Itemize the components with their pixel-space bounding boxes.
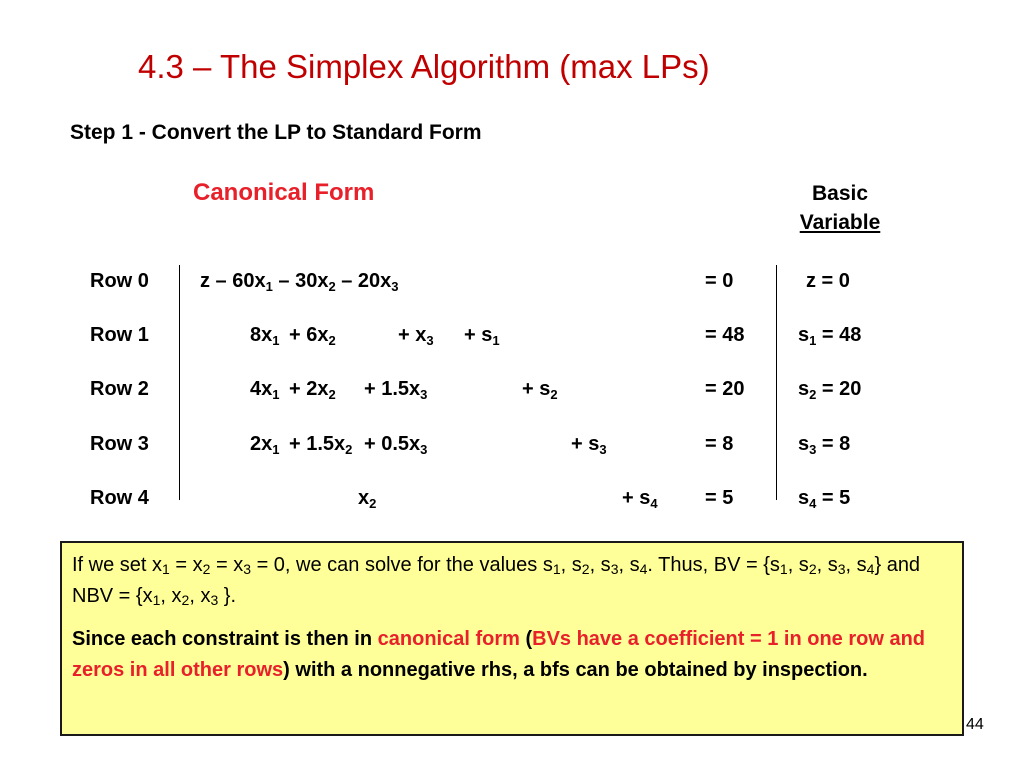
row-label: Row 0 [90,270,149,292]
basic-value: $s_4 = 5$ [798,487,851,511]
note-box [60,541,964,736]
basic-variable-header [786,179,894,237]
rhs-value: = 48 [705,324,745,346]
note-paragraph-2: Since each constraint is then in canonical form (BVs have a coefficient = 1 in one row and zeros in all other rows) with a nonnegative rhs, a bfs can be obtained by inspection. [72,628,926,681]
row4-term-s4: + $s_4$ [622,487,658,511]
row4-term-x2: $x_2$ [358,487,377,511]
row-label: Row 4 [90,487,149,509]
row1-term-x2: + $6x_2$ [289,324,336,348]
basic-value: z = 0 [806,270,850,292]
bv-coefficient-highlight: BVs have a coefficient = 1 in one row and zeros in all other rows [72,628,926,681]
slide-title: 4.3 – The Simplex Algorithm (max LPs) [138,48,710,85]
row2-term-x3: + $1.5x_3$ [364,378,428,402]
bv-header-line1: Basic [811,182,869,205]
row3-term-x1: $2x_1$ [250,433,280,457]
note-paragraph-1: If we set $x_1 = x_2 = x_3 = 0$, we can solve for the values $s_1$, $s_2$, $s_3$, $s_4$. Thus, BV = {$s_1$, $s_2$, $s_3$, $s_4$} and NBV = {$x_1$, $x_2$, $x_3$ }. [72,554,921,608]
bv-header-line2: Variable [799,211,881,234]
row3-term-s3: + $s_3$ [571,433,607,457]
row1-term-s1: + $s_1$ [464,324,500,348]
row1-term-x3: + $x_3$ [398,324,434,348]
row-label: Row 3 [90,433,149,455]
rhs-value: = 20 [705,378,745,400]
row-label: Row 2 [90,378,149,400]
rhs-value: = 0 [705,270,734,292]
basic-value: $s_1 = 48$ [798,324,862,348]
rhs-value: = 8 [705,433,734,455]
rhs-value: = 5 [705,487,734,509]
row-label: Row 1 [90,324,149,346]
basic-value: $s_3 = 8$ [798,433,851,457]
right-divider [776,265,777,500]
slide-subtitle: Step 1 - Convert the LP to Standard Form [70,121,482,144]
row2-term-s2: + $s_2$ [522,378,558,402]
canonical-form-label: Canonical Form [193,179,375,206]
row3-term-x2: + $1.5x_2$ [289,433,353,457]
row3-term-x3: + $0.5x_3$ [364,433,428,457]
row0-equation: z – $60x_1 - 30x_2 - 20x_3$ [200,270,399,294]
row2-term-x1: $4x_1$ [250,378,280,402]
row2-term-x2: + $2x_2$ [289,378,336,402]
canonical-form-highlight: canonical form [377,628,520,650]
left-divider [179,265,180,500]
page-number: 44 [966,716,984,733]
basic-value: $s_2 = 20$ [798,378,862,402]
row1-term-x1: $8x_1$ [250,324,280,348]
